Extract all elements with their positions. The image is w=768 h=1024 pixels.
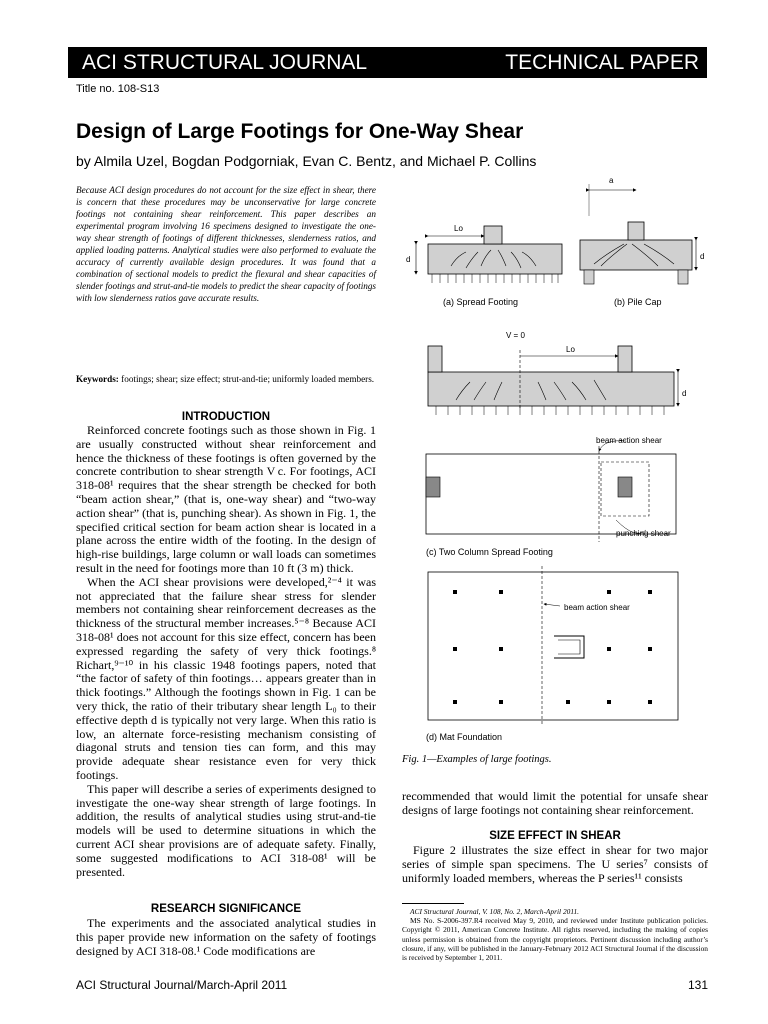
pile-d-label: d xyxy=(700,252,705,261)
two-column-elevation xyxy=(428,331,686,415)
introduction-body xyxy=(76,424,376,879)
mat-foundation-label: (d) Mat Foundation xyxy=(426,732,503,742)
intro-paragraph-1: Reinforced concrete footings such as those shown in Fig. 1 are usually constructed without shear reinforcement and hence the thickness of these footings is often governed by the concrete contribution to shear strength V c. For footings, ACI 318-08¹ requires that the shear strength be checked for both “beam action shear,” (that is, one-way shear) and “two-way action shear” (that is, punching shear). As shown in Fig. 1, the specified critical section for beam action shear is located in a plane across the entire width of the footing. In the design of high-rise buildings, large column or wall loads can sometimes result in the need for footings more than 10 ft (3 m) thick. xyxy=(76,423,376,575)
page-number: 131 xyxy=(687,978,708,992)
right-paragraph-1: recommended that would limit the potential for unsafe shear designs of large footings not containing shear reinforcement. xyxy=(402,789,708,817)
pile-cap-diagram xyxy=(580,176,704,307)
title-number: Title no. 108-S13 xyxy=(76,83,160,95)
pile-cap-label: (b) Pile Cap xyxy=(614,297,662,307)
footnote xyxy=(402,907,708,962)
punching-shear-label: punching shear xyxy=(616,529,671,538)
intro-paragraph-2: When the ACI shear provisions were developed,²⁻⁴ it was not appreciated that the failure shear stress for slender members not containing shear reinforcement decreases as the thickness of the structural member increases.⁵⁻⁸ Because ACI 318-08¹ does not account for this size effect, concern has been expressed regarding the safety of very thick footings.⁸ Richart,⁹⁻¹⁰ in his classic 1948 footings papers, noted that “the factor of safety of thin footings… appears greater than in thick footings.” Although the footings shown in Fig. 1 can be very thick, the ratio of their tributary shear length L₀ to their effective depth d is typically not very large. When this ratio is low, an alternate force-resisting mechanism consisting of diagonal struts and tension ties can form, and this may provide adequate shear resistance even for very thick footings. xyxy=(76,574,376,782)
mat-beam-action-label: beam action shear xyxy=(564,603,630,612)
journal-name: ACI STRUCTURAL JOURNAL xyxy=(82,50,368,74)
size-effect-body xyxy=(402,844,708,885)
two-col-d-label: d xyxy=(682,389,687,398)
pile-a-label: a xyxy=(609,176,614,185)
two-column-label: (c) Two Column Spread Footing xyxy=(426,547,553,557)
abstract: Because ACI design procedures do not account for the size effect in shear, there is concern that these procedures may be unconservative for large concrete footings not containing shear reinforcement. This paper describes an experimental program involving 16 specimens designed to investigate the one-way shear strength of footings of different thicknesses, slenderness ratios, and applied loading patterns. Analytical studies were also performed to evaluate the accuracy of currently available design procedures. It was found that a combination of sectional models to predict the flexural and shear capacities of slender footings and strut-and-tie models to predict the shear capacity of footings with low slenderness ratios gave accurate results. xyxy=(76,185,377,303)
spread-lo-label: Lo xyxy=(454,224,463,233)
keywords-text: footings; shear; size effect; strut-and-tie; uniformly loaded members. xyxy=(118,374,375,384)
size-effect-paragraph-1: Figure 2 illustrates the size effect in shear for two major series of simple span specimens. The U series⁷ consists of uniformly loaded members, whereas the P series¹¹ consists xyxy=(402,843,708,885)
paper-type: TECHNICAL PAPER xyxy=(505,50,699,74)
paper-title: Design of Large Footings for One-Way Shear xyxy=(76,120,524,143)
mat-foundation-plan xyxy=(426,566,678,742)
introduction-heading: INTRODUCTION xyxy=(181,411,271,423)
keywords-label: Keywords: xyxy=(76,374,119,384)
keywords xyxy=(76,373,376,385)
research-significance-heading: RESEARCH SIGNIFICANCE xyxy=(150,903,302,915)
right-column-continued xyxy=(402,790,708,818)
research-paragraph-1: The experiments and the associated analytical studies in this paper provide new information on the safety of footings designed by ACI 318-08.¹ Code modifications are xyxy=(76,916,376,958)
size-effect-heading: SIZE EFFECT IN SHEAR xyxy=(489,830,621,842)
v-zero-label: V = 0 xyxy=(506,331,525,340)
plan-beam-action-label: beam action shear xyxy=(596,436,662,445)
two-col-lo-label: Lo xyxy=(566,345,575,354)
journal-banner xyxy=(68,47,707,78)
research-significance-body xyxy=(76,917,376,958)
footnote-citation: ACI Structural Journal, V. 108, No. 2, March-April 2011. xyxy=(410,907,580,916)
footnote-copyright: MS No. S-2006-397.R4 received May 9, 2010, and reviewed under Institute publication policies. Copyright © 2011, American Concrete Institute. All rights reserved, including the making of copies unless permission is obtained from the copyright proprietors. Pertinent discussion including author’s closure, if any, will be published in the January-February 2012 ACI Structural Journal if the discussion is received by September 1, 2011. xyxy=(402,916,708,963)
two-column-plan xyxy=(426,436,676,557)
intro-paragraph-3: This paper will describe a series of experiments designed to investigate the one-way shear strength of large footings. In addition, the results of analytical studies using strut-and-tie models will be used to determine situations in which the current ACI shear provisions are of adequate safety. Finally, some suggested modifications to ACI 318-08¹ will be presented. xyxy=(76,781,376,879)
spread-d-label: d xyxy=(406,255,411,264)
figure-1 xyxy=(396,170,712,750)
figure-caption: Fig. 1—Examples of large footings. xyxy=(402,754,552,765)
footer-journal-issue: ACI Structural Journal/March-April 2011 xyxy=(76,978,288,992)
spread-footing-label: (a) Spread Footing xyxy=(443,297,519,307)
author-list: by Almila Uzel, Bogdan Podgorniak, Evan C. Bentz, and Michael P. Collins xyxy=(76,153,537,169)
footnote-divider xyxy=(402,903,464,904)
spread-footing-diagram xyxy=(406,224,562,307)
